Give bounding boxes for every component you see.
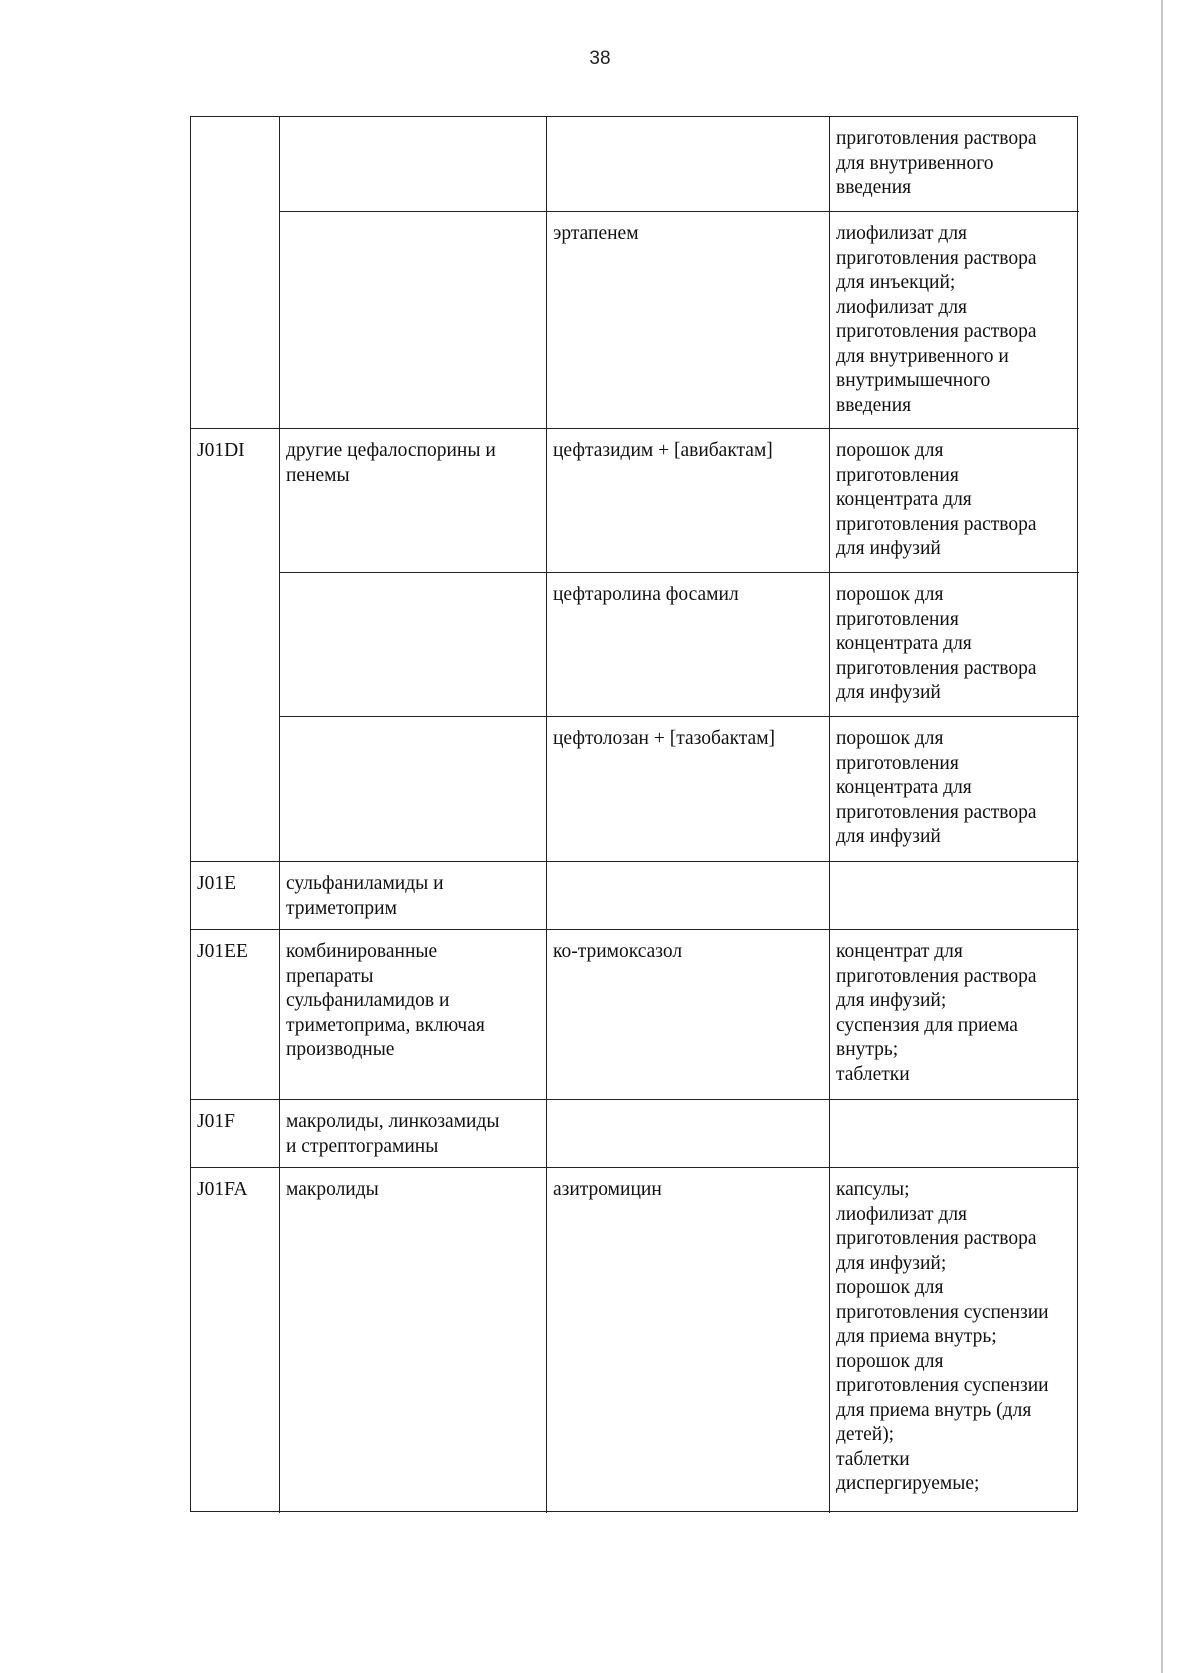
table-cell-group: комбинированные препараты сульфаниламидов и триметоприма, включая производные	[279, 929, 546, 1099]
table-cell-forms: порошок для приготовления концентрата для приготовления раствора для инфузий	[829, 428, 1079, 572]
table-cell-forms: порошок для приготовления концентрата для приготовления раствора для инфузий	[829, 716, 1079, 861]
table-cell-forms	[829, 1099, 1079, 1167]
table-cell-drug: цефтазидим + [авибактам]	[546, 428, 829, 572]
table-cell-code: J01FA	[191, 1167, 279, 1513]
page-number: 38	[589, 48, 611, 69]
scan-edge-line	[1161, 0, 1163, 1673]
table-cell-drug: ко-тримоксазол	[546, 929, 829, 1099]
table-cell-group	[279, 117, 546, 211]
table-cell-group: другие цефалоспорины и пенемы	[279, 428, 546, 572]
table-cell-code: J01E	[191, 861, 279, 929]
table-cell-group: сульфаниламиды и триметоприм	[279, 861, 546, 929]
table-cell-drug: цефтолозан + [тазобактам]	[546, 716, 829, 861]
table-cell-forms	[829, 861, 1079, 929]
table-cell-drug: эртапенем	[546, 211, 829, 428]
table-cell-code: J01F	[191, 1099, 279, 1167]
table-cell-drug: цефтаролина фосамил	[546, 572, 829, 716]
table-cell-group	[279, 716, 546, 861]
table-cell-code: J01EE	[191, 929, 279, 1099]
table-cell-group: макролиды, линкозамиды и стрептограмины	[279, 1099, 546, 1167]
table-cell-group: макролиды	[279, 1167, 546, 1513]
table-cell-forms: капсулы; лиофилизат для приготовления раствора для инфузий; порошок для приготовления суспензии для приема внутрь; порошок для приготовления суспензии для приема внутрь (для детей); таблетки диспергируемые;	[829, 1167, 1079, 1513]
table-cell-group	[279, 572, 546, 716]
table-cell-drug: азитромицин	[546, 1167, 829, 1513]
table-cell-drug	[546, 861, 829, 929]
table-cell-drug	[546, 117, 829, 211]
table-cell-drug	[546, 1099, 829, 1167]
table-cell-forms: приготовления раствора для внутривенного введения	[829, 117, 1079, 211]
table-cell-group	[279, 211, 546, 428]
drug-table	[190, 116, 1078, 1512]
table-cell-forms: концентрат для приготовления раствора для инфузий; суспензия для приема внутрь; таблетки	[829, 929, 1079, 1099]
table-cell-forms: порошок для приготовления концентрата для приготовления раствора для инфузий	[829, 572, 1079, 716]
table-cell-code: J01DI	[191, 428, 279, 861]
table-cell-forms: лиофилизат для приготовления раствора для инъекций; лиофилизат для приготовления раствора для внутривенного и внутримышечного введения	[829, 211, 1079, 428]
